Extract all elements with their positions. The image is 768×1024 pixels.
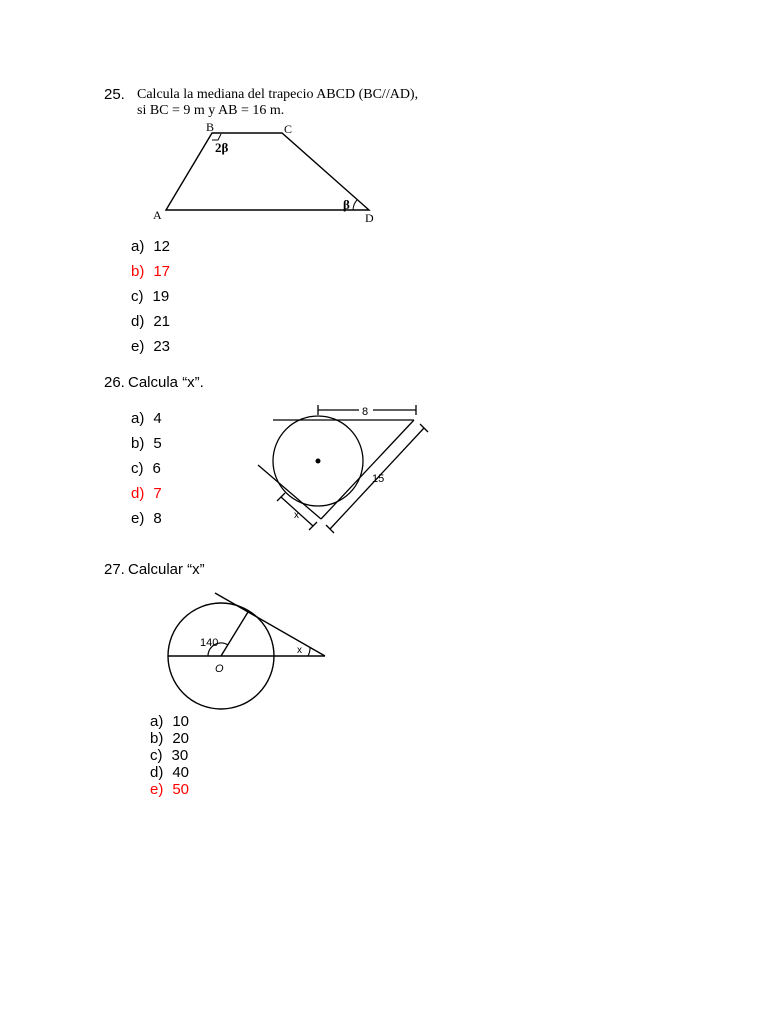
option-letter: d): [131, 485, 145, 502]
option-value: 50: [172, 781, 190, 798]
option-value: 12: [153, 238, 171, 255]
option-value: 21: [153, 313, 171, 330]
option-value: 40: [172, 764, 190, 781]
option-value: 8: [153, 510, 162, 527]
angle-x-label: x: [297, 645, 302, 656]
option-letter: d): [150, 764, 164, 781]
q25-text-line2: si BC = 9 m y AB = 16 m.: [137, 103, 285, 118]
option-value: 5: [153, 435, 162, 452]
label-c: C: [284, 122, 293, 136]
option-value: 19: [152, 288, 170, 305]
option-value: 30: [171, 747, 189, 764]
angle-x-arc: [308, 647, 310, 656]
option-letter: c): [131, 460, 144, 477]
q27-option-b[interactable]: [150, 730, 189, 747]
option-letter: c): [150, 747, 163, 764]
option-letter: e): [131, 338, 145, 355]
option-letter: a): [150, 713, 164, 730]
dim-x-label: x: [294, 510, 299, 521]
dim-15-label: 15: [372, 473, 385, 485]
option-letter: d): [131, 313, 145, 330]
option-value: 20: [172, 730, 190, 747]
option-value: 23: [153, 338, 171, 355]
option-letter: a): [131, 238, 145, 255]
tangent-line: [215, 593, 325, 656]
option-letter: e): [131, 510, 145, 527]
center-o-label: O: [215, 663, 224, 675]
q26-text: Calcula “x”.: [128, 374, 204, 391]
option-value: 4: [153, 410, 162, 427]
q27-option-d[interactable]: [150, 764, 189, 781]
dim-8-label: 8: [362, 406, 369, 418]
option-letter: e): [150, 781, 164, 798]
q27-option-e[interactable]: [150, 781, 189, 798]
option-letter: c): [131, 288, 144, 305]
q25-text-line1: Calcula la mediana del trapecio ABCD (BC//AD),: [137, 87, 419, 102]
angle-b-label: 2β: [215, 140, 229, 155]
option-letter: a): [131, 410, 145, 427]
angle-d-label: β: [343, 197, 350, 212]
angle-140-label: 140: [200, 637, 219, 649]
q25-number: 25.: [104, 86, 125, 103]
option-value: 6: [152, 460, 161, 477]
q27-text: Calcular “x”: [128, 561, 205, 578]
option-letter: b): [131, 435, 145, 452]
option-value: 10: [172, 713, 190, 730]
label-d: D: [365, 211, 374, 225]
option-value: 7: [153, 485, 162, 502]
label-b: B: [206, 120, 215, 134]
q27-number: 27.: [104, 561, 125, 578]
q26-number: 26.: [104, 374, 125, 391]
q27-option-a[interactable]: [150, 713, 189, 730]
option-letter: b): [150, 730, 164, 747]
option-value: 17: [153, 263, 171, 280]
label-a: A: [153, 208, 162, 222]
radius-line: [221, 612, 248, 656]
q27-option-c[interactable]: [150, 747, 188, 764]
option-letter: b): [131, 263, 145, 280]
